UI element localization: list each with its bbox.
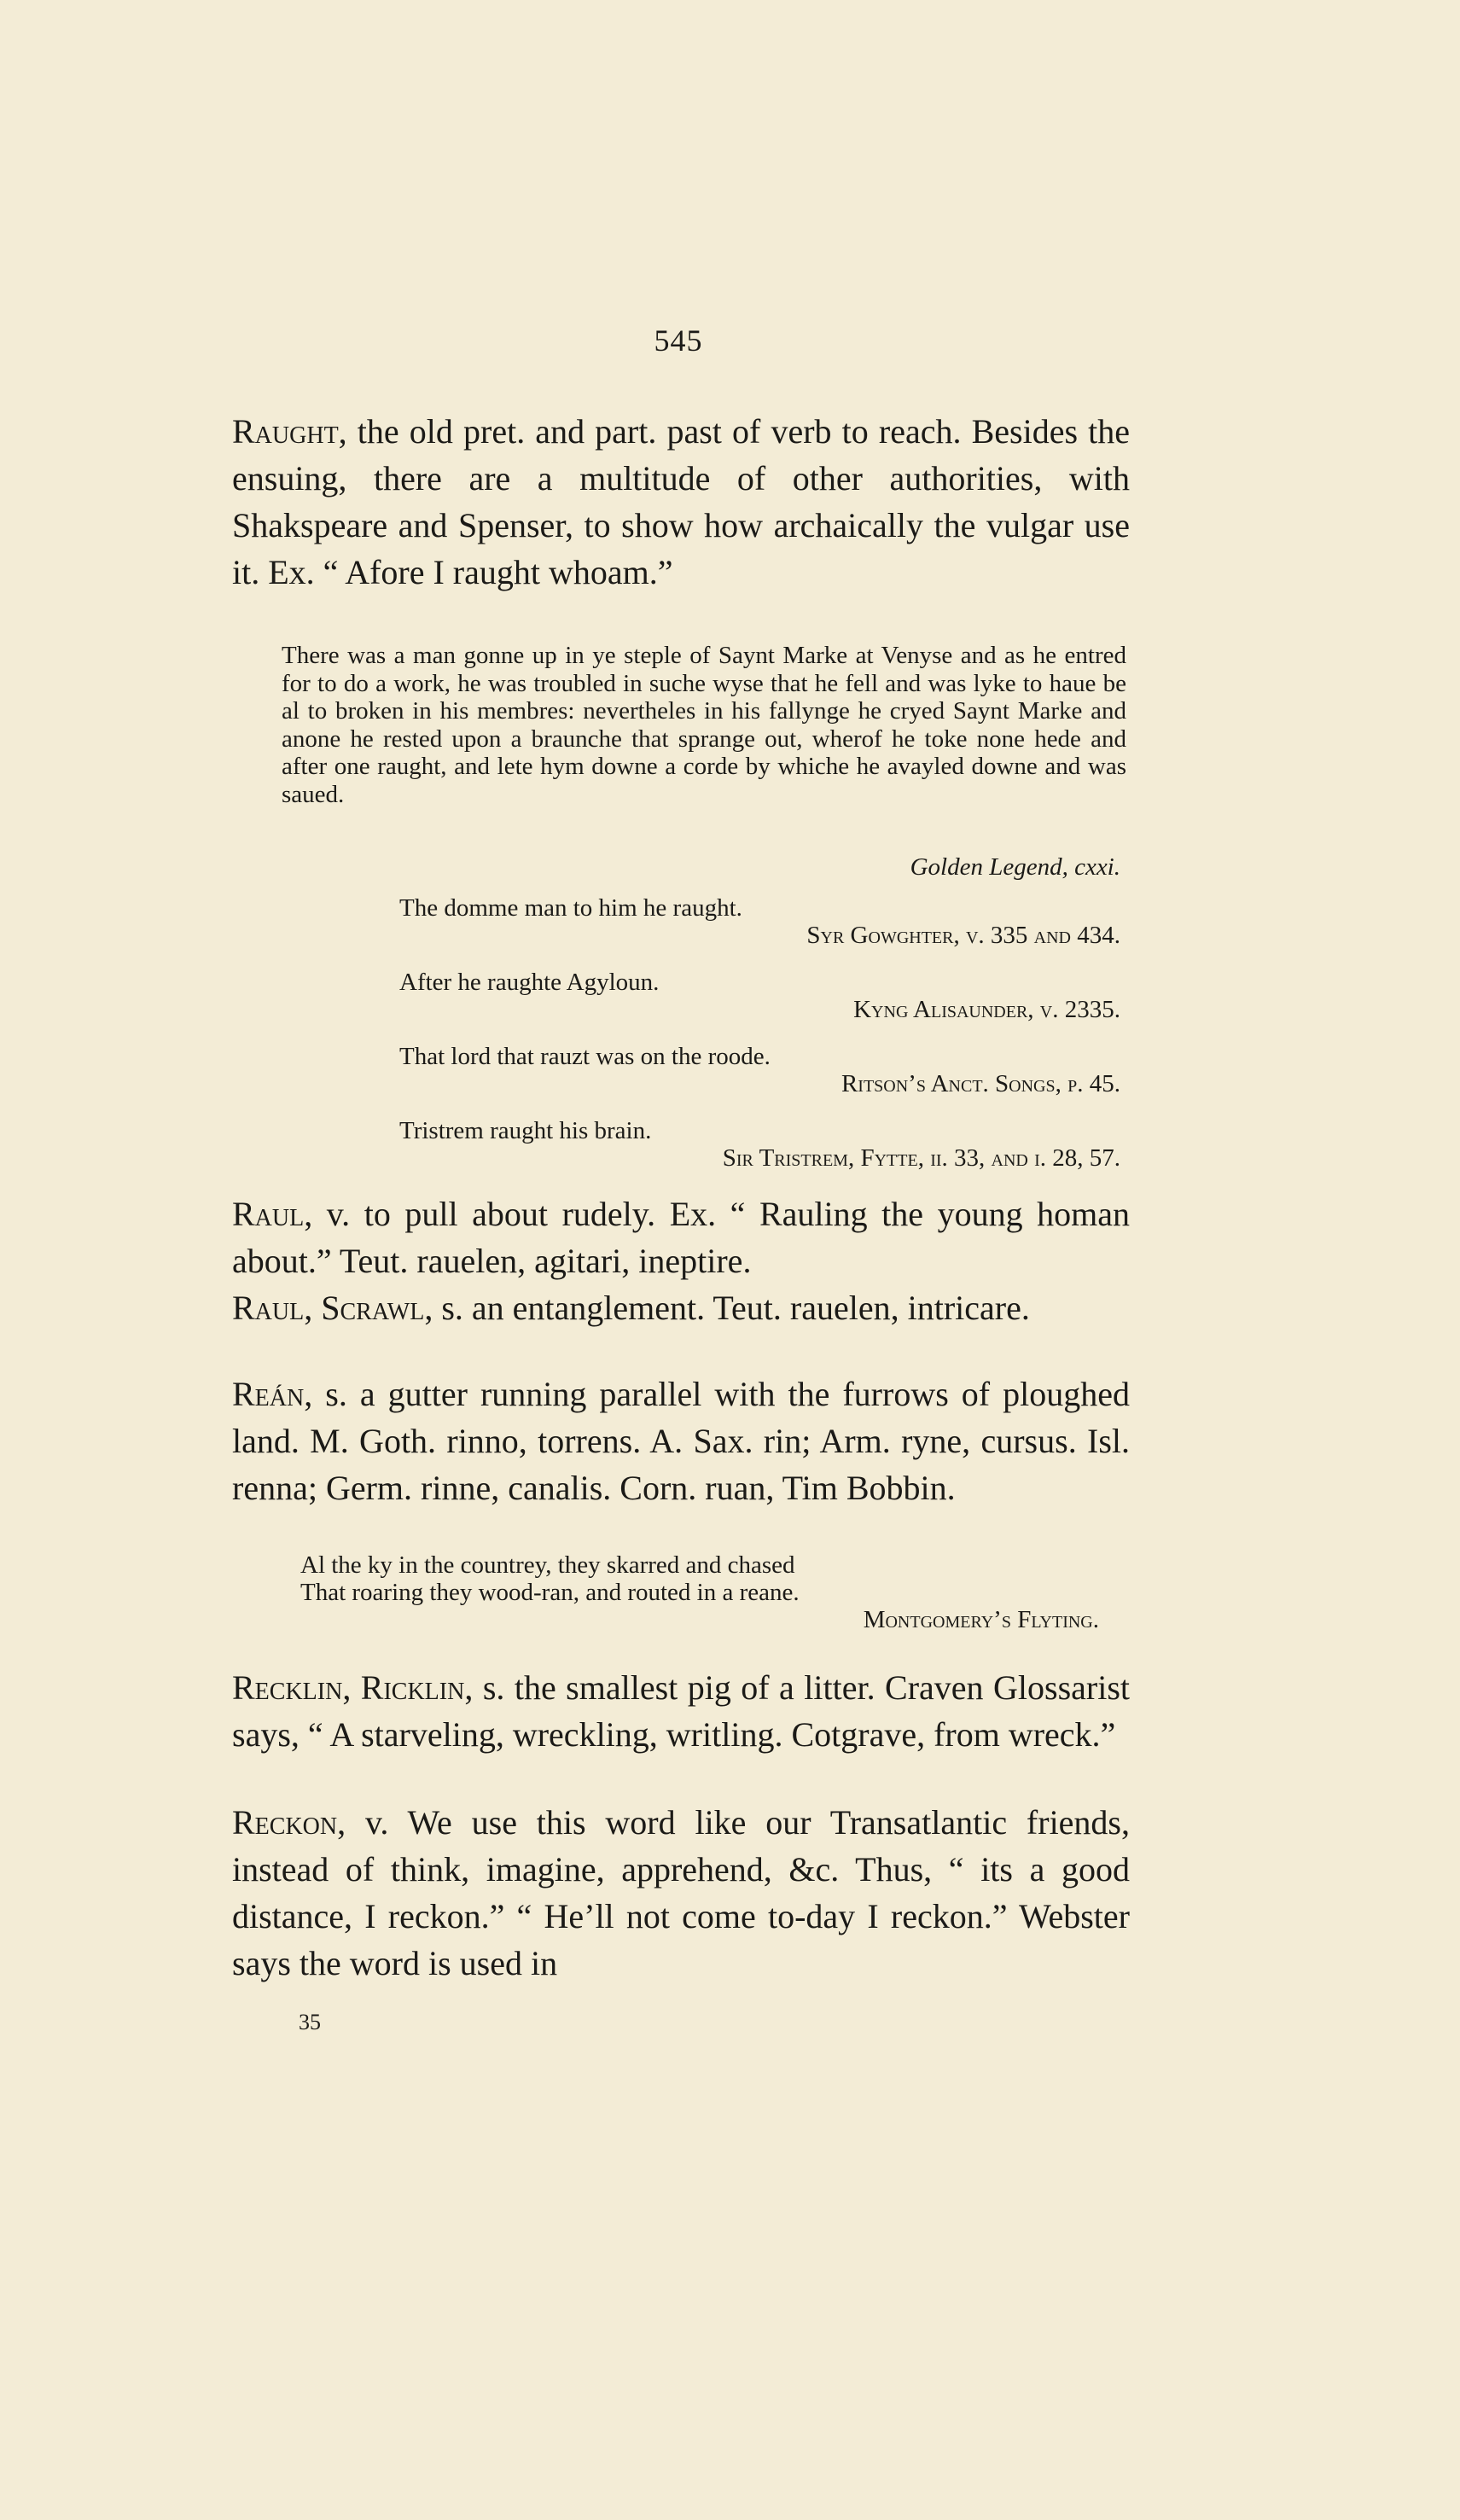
entry-recklin-text: s. the smallest pig of a litter. Craven Glossarist says, “ A starveling, wreckling, writling. Cotgrave, from wreck.” [232,1668,1131,1754]
verse-line-2: After he raughte Agyloun. [399,969,660,996]
verse-line-4: Tristrem raught his brain. [399,1117,652,1144]
page-number: 545 [654,323,703,358]
entry-reckon-text: v. We use this word like our Transatlantic friends, instead of think, imagine, apprehend, &c. Thus, “ its a good distance, I reckon.” “ He’ll not come to-day I reckon.” Webster says the word is used in [232,1803,1131,1982]
entry-recklin [232,1664,1130,1758]
golden-legend-quote: There was a man gonne up in ye steple of Saynt Marke at Venyse and as he entred for to do a work, he was troubled in suche wyse that he fell and was lyke to haue be al to broken in his membres: nevertheles in his fallynge he cryed Saynt Marke and anone he rested upon a braunche that sprange out, wherof he toke none hede and after one raught, and lete hym downe a corde by whiche he avayled downe and was saued. [282,642,1126,808]
golden-legend-cite: Golden Legend, cxxi. [910,853,1120,881]
verse-cite-1: Syr Gowghter, v. 335 and 434. [806,922,1120,949]
verse-cite-4: Sir Tristrem, Fytte, ii. 33, and i. 28, 57. [722,1144,1120,1172]
entry-raul-scrawl [232,1284,1130,1331]
verse-cite-3: Ritson’s Anct. Songs, p. 45. [841,1070,1120,1097]
headword-raught: Raught, [232,412,347,451]
entry-raught [232,408,1130,596]
entry-rean [232,1371,1130,1511]
headword-reckon: Reckon, [232,1803,346,1842]
headword-raul: Raul, [232,1195,313,1233]
verse-line-1: The domme man to him he raught. [399,894,742,922]
verse-cite-2: Kyng Alisaunder, v. 2335. [853,996,1120,1023]
flyting-cite: Montgomery’s Flyting. [863,1606,1099,1633]
entry-raul-text: v. to pull about rudely. Ex. “ Rauling the young homan about.” Teut. rauelen, agitari, ineptire. [232,1195,1131,1280]
headword-raul-scrawl: Raul, Scrawl, [232,1289,433,1327]
entry-raught-text: the old pret. and part. past of verb to reach. Besides the ensuing, there are a multitude of other authorities, with Shakspeare and Spenser, to show how archaically the vulgar use it. Ex. “ Afore I raught whoam.” [232,412,1131,591]
entry-raul-scrawl-text: s. an entanglement. Teut. rauelen, intricare. [441,1289,1030,1327]
headword-rean: Reán, [232,1375,313,1413]
entry-reckon [232,1799,1130,1987]
signature-mark: 35 [299,2010,321,2034]
flyting-line-1: Al the ky in the countrey, they skarred and chased [300,1551,795,1579]
entry-raul [232,1190,1130,1284]
entry-rean-text: s. a gutter running parallel with the furrows of ploughed land. M. Goth. rinno, torrens. A. Sax. rin; Arm. ryne, cursus. Isl. renna; Germ. rinne, canalis. Corn. ruan, Tim Bobbin. [232,1375,1131,1507]
verse-line-3: That lord that rauzt was on the roode. [399,1043,771,1070]
headword-recklin: Recklin, Ricklin, [232,1668,474,1707]
flyting-line-2: That roaring they wood-ran, and routed in a reane. [300,1579,800,1606]
